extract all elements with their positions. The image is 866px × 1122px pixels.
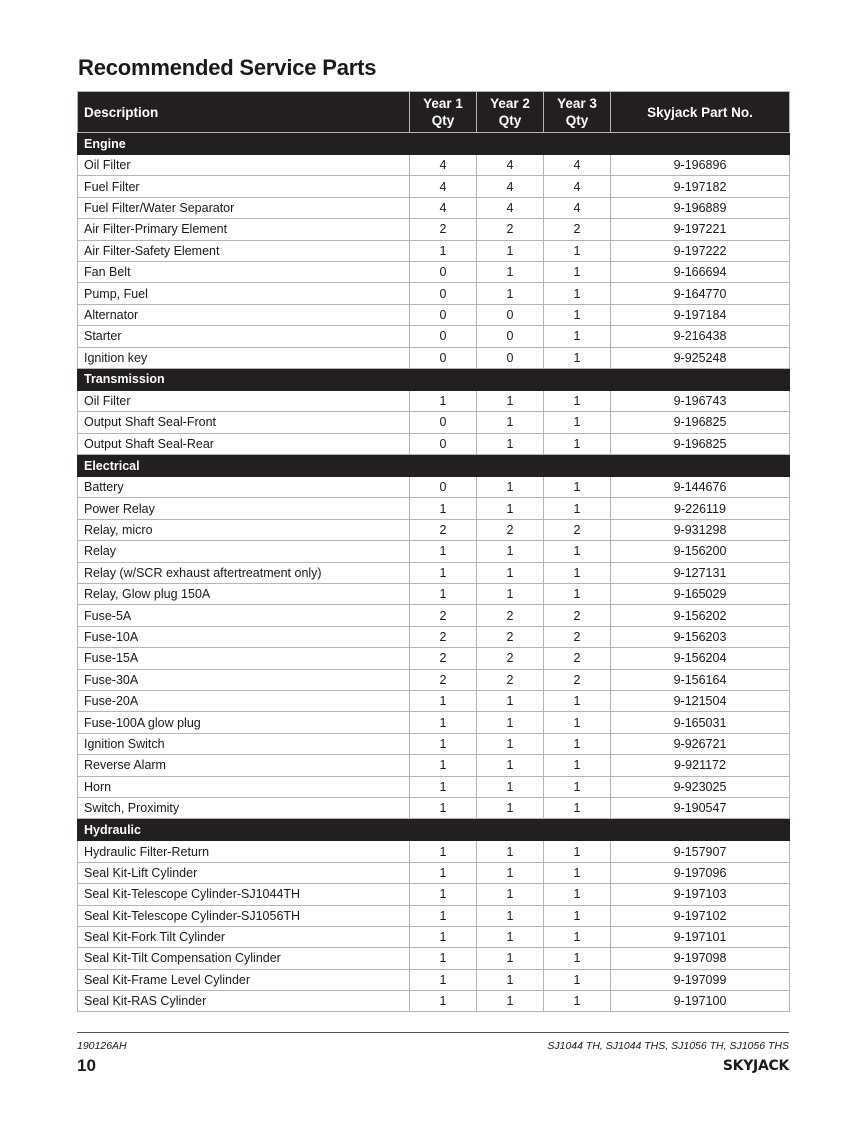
part-number: 9-216438 (611, 326, 790, 347)
year2-qty: 1 (477, 261, 544, 282)
table-row (78, 219, 790, 240)
part-number: 9-196889 (611, 197, 790, 218)
year3-qty: 2 (544, 519, 611, 540)
year1-qty: 2 (410, 648, 477, 669)
part-number: 9-156200 (611, 541, 790, 562)
year1-qty: 2 (410, 519, 477, 540)
year3-qty: 2 (544, 219, 611, 240)
year3-qty: 1 (544, 347, 611, 368)
table-row (78, 648, 790, 669)
part-number: 9-197222 (611, 240, 790, 261)
table-row (78, 712, 790, 733)
part-number: 9-925248 (611, 347, 790, 368)
year1-qty: 1 (410, 690, 477, 711)
part-description: Fuse-100A glow plug (78, 712, 410, 733)
year3-qty: 2 (544, 626, 611, 647)
year1-qty: 1 (410, 733, 477, 754)
year3-qty: 1 (544, 326, 611, 347)
year1-qty: 2 (410, 626, 477, 647)
year3-qty: 2 (544, 605, 611, 626)
header-description: Description (78, 92, 410, 133)
year2-qty: 4 (477, 155, 544, 176)
part-number: 9-164770 (611, 283, 790, 304)
year2-qty: 4 (477, 197, 544, 218)
year2-qty: 2 (477, 648, 544, 669)
year2-qty: 2 (477, 519, 544, 540)
part-description: Seal Kit-RAS Cylinder (78, 991, 410, 1012)
year1-qty: 0 (410, 412, 477, 433)
table-row (78, 477, 790, 498)
part-description: Fuse-5A (78, 605, 410, 626)
part-description: Fuse-30A (78, 669, 410, 690)
section-title: Hydraulic (78, 819, 790, 841)
part-description: Relay (w/SCR exhaust aftertreatment only) (78, 562, 410, 583)
year3-qty: 1 (544, 776, 611, 797)
table-row (78, 948, 790, 969)
part-description: Seal Kit-Fork Tilt Cylinder (78, 926, 410, 947)
part-description: Seal Kit-Lift Cylinder (78, 862, 410, 883)
part-number: 9-121504 (611, 690, 790, 711)
part-number: 9-926721 (611, 733, 790, 754)
part-number: 9-156204 (611, 648, 790, 669)
table-row (78, 776, 790, 797)
part-number: 9-197102 (611, 905, 790, 926)
year1-qty: 0 (410, 477, 477, 498)
year3-qty: 1 (544, 797, 611, 818)
table-row (78, 884, 790, 905)
part-number: 9-931298 (611, 519, 790, 540)
table-header (78, 92, 790, 133)
header-year1: Year 1 Qty (410, 92, 477, 133)
year2-qty: 1 (477, 541, 544, 562)
table-row (78, 541, 790, 562)
year3-qty: 1 (544, 733, 611, 754)
year1-qty: 2 (410, 605, 477, 626)
year2-qty: 1 (477, 412, 544, 433)
year2-qty: 1 (477, 884, 544, 905)
year1-qty: 1 (410, 991, 477, 1012)
year3-qty: 1 (544, 304, 611, 325)
year1-qty: 0 (410, 347, 477, 368)
table-row (78, 669, 790, 690)
table-row (78, 412, 790, 433)
year3-qty: 4 (544, 197, 611, 218)
year2-qty: 1 (477, 841, 544, 862)
year3-qty: 4 (544, 176, 611, 197)
part-number: 9-197098 (611, 948, 790, 969)
section-header-row (78, 368, 790, 390)
year1-qty: 1 (410, 841, 477, 862)
year1-qty: 0 (410, 433, 477, 454)
part-description: Fuel Filter/Water Separator (78, 197, 410, 218)
header-year3: Year 3 Qty (544, 92, 611, 133)
part-description: Battery (78, 477, 410, 498)
part-description: Hydraulic Filter-Return (78, 841, 410, 862)
part-description: Ignition key (78, 347, 410, 368)
part-number: 9-197184 (611, 304, 790, 325)
part-number: 9-197100 (611, 991, 790, 1012)
table-row (78, 733, 790, 754)
part-description: Pump, Fuel (78, 283, 410, 304)
table-row (78, 926, 790, 947)
part-description: Relay, micro (78, 519, 410, 540)
part-number: 9-197221 (611, 219, 790, 240)
part-description: Power Relay (78, 498, 410, 519)
year1-qty: 0 (410, 304, 477, 325)
table-row (78, 755, 790, 776)
table-row (78, 176, 790, 197)
part-number: 9-921172 (611, 755, 790, 776)
year2-qty: 1 (477, 991, 544, 1012)
table-row (78, 605, 790, 626)
part-description: Fan Belt (78, 261, 410, 282)
footer-divider (77, 1032, 789, 1033)
year2-qty: 2 (477, 669, 544, 690)
year2-qty: 1 (477, 283, 544, 304)
year1-qty: 1 (410, 541, 477, 562)
year3-qty: 1 (544, 690, 611, 711)
year2-qty: 1 (477, 240, 544, 261)
table-row (78, 390, 790, 411)
table-row (78, 797, 790, 818)
table-row (78, 584, 790, 605)
year2-qty: 0 (477, 347, 544, 368)
year3-qty: 1 (544, 498, 611, 519)
part-number: 9-127131 (611, 562, 790, 583)
section-title: Transmission (78, 368, 790, 390)
year3-qty: 1 (544, 712, 611, 733)
part-description: Air Filter-Primary Element (78, 219, 410, 240)
part-number: 9-157907 (611, 841, 790, 862)
part-description: Fuel Filter (78, 176, 410, 197)
page-number: 10 (77, 1056, 96, 1075)
part-description: Oil Filter (78, 155, 410, 176)
year3-qty: 1 (544, 283, 611, 304)
part-description: Relay (78, 541, 410, 562)
year1-qty: 1 (410, 862, 477, 883)
year3-qty: 1 (544, 926, 611, 947)
year1-qty: 4 (410, 176, 477, 197)
year1-qty: 4 (410, 155, 477, 176)
year3-qty: 1 (544, 412, 611, 433)
part-description: Seal Kit-Telescope Cylinder-SJ1044TH (78, 884, 410, 905)
table-row (78, 991, 790, 1012)
year1-qty: 1 (410, 926, 477, 947)
part-number: 9-197096 (611, 862, 790, 883)
year2-qty: 1 (477, 797, 544, 818)
year2-qty: 1 (477, 862, 544, 883)
part-description: Fuse-10A (78, 626, 410, 647)
year2-qty: 1 (477, 969, 544, 990)
year2-qty: 1 (477, 584, 544, 605)
table-row (78, 841, 790, 862)
table-row (78, 626, 790, 647)
part-description: Horn (78, 776, 410, 797)
table-row (78, 240, 790, 261)
table-row (78, 347, 790, 368)
year1-qty: 1 (410, 755, 477, 776)
part-number: 9-923025 (611, 776, 790, 797)
part-description: Fuse-20A (78, 690, 410, 711)
year2-qty: 1 (477, 690, 544, 711)
year3-qty: 1 (544, 969, 611, 990)
part-description: Seal Kit-Tilt Compensation Cylinder (78, 948, 410, 969)
year1-qty: 1 (410, 797, 477, 818)
year1-qty: 1 (410, 712, 477, 733)
year1-qty: 1 (410, 884, 477, 905)
year2-qty: 1 (477, 433, 544, 454)
section-header-row (78, 455, 790, 477)
part-number: 9-196743 (611, 390, 790, 411)
year2-qty: 1 (477, 905, 544, 926)
section-title: Engine (78, 133, 790, 155)
table-row (78, 261, 790, 282)
part-description: Oil Filter (78, 390, 410, 411)
part-number: 9-196825 (611, 433, 790, 454)
part-description: Reverse Alarm (78, 755, 410, 776)
model-list: SJ1044 TH, SJ1044 THS, SJ1056 TH, SJ1056 THS (547, 1040, 789, 1052)
table-row (78, 155, 790, 176)
part-number: 9-197103 (611, 884, 790, 905)
year1-qty: 0 (410, 283, 477, 304)
part-number: 9-165031 (611, 712, 790, 733)
year1-qty: 1 (410, 584, 477, 605)
table-row (78, 197, 790, 218)
year1-qty: 1 (410, 562, 477, 583)
part-number: 9-197101 (611, 926, 790, 947)
year1-qty: 1 (410, 969, 477, 990)
year1-qty: 4 (410, 197, 477, 218)
table-row (78, 862, 790, 883)
year3-qty: 1 (544, 991, 611, 1012)
document-code: 190126AH (77, 1040, 127, 1052)
year3-qty: 4 (544, 155, 611, 176)
part-number: 9-197182 (611, 176, 790, 197)
year3-qty: 1 (544, 390, 611, 411)
part-number: 9-197099 (611, 969, 790, 990)
year2-qty: 1 (477, 712, 544, 733)
year3-qty: 1 (544, 240, 611, 261)
table-row (78, 905, 790, 926)
part-description: Alternator (78, 304, 410, 325)
year2-qty: 2 (477, 605, 544, 626)
part-number: 9-156202 (611, 605, 790, 626)
year1-qty: 0 (410, 326, 477, 347)
year2-qty: 0 (477, 326, 544, 347)
year1-qty: 1 (410, 390, 477, 411)
section-title: Electrical (78, 455, 790, 477)
part-description: Fuse-15A (78, 648, 410, 669)
part-description: Relay, Glow plug 150A (78, 584, 410, 605)
year2-qty: 0 (477, 304, 544, 325)
year1-qty: 1 (410, 240, 477, 261)
part-description: Starter (78, 326, 410, 347)
year3-qty: 1 (544, 584, 611, 605)
table-row (78, 304, 790, 325)
part-number: 9-196825 (611, 412, 790, 433)
part-description: Seal Kit-Frame Level Cylinder (78, 969, 410, 990)
year2-qty: 1 (477, 948, 544, 969)
year3-qty: 2 (544, 669, 611, 690)
section-header-row (78, 819, 790, 841)
year3-qty: 1 (544, 755, 611, 776)
part-number: 9-190547 (611, 797, 790, 818)
year3-qty: 1 (544, 884, 611, 905)
year3-qty: 1 (544, 948, 611, 969)
page-title: Recommended Service Parts (78, 55, 377, 80)
year2-qty: 1 (477, 776, 544, 797)
table-body (78, 133, 790, 1012)
part-number: 9-156203 (611, 626, 790, 647)
header-part-no: Skyjack Part No. (611, 92, 790, 133)
table-row (78, 498, 790, 519)
year2-qty: 4 (477, 176, 544, 197)
year2-qty: 1 (477, 926, 544, 947)
year1-qty: 2 (410, 219, 477, 240)
year1-qty: 1 (410, 905, 477, 926)
part-description: Ignition Switch (78, 733, 410, 754)
year3-qty: 1 (544, 541, 611, 562)
part-number: 9-196896 (611, 155, 790, 176)
year3-qty: 1 (544, 862, 611, 883)
part-description: Air Filter-Safety Element (78, 240, 410, 261)
year2-qty: 1 (477, 755, 544, 776)
table-row (78, 690, 790, 711)
year2-qty: 1 (477, 390, 544, 411)
service-parts-table (77, 91, 790, 1012)
table-row (78, 969, 790, 990)
part-description: Output Shaft Seal-Rear (78, 433, 410, 454)
part-number: 9-166694 (611, 261, 790, 282)
year2-qty: 1 (477, 733, 544, 754)
year3-qty: 1 (544, 261, 611, 282)
part-description: Switch, Proximity (78, 797, 410, 818)
year3-qty: 2 (544, 648, 611, 669)
part-number: 9-144676 (611, 477, 790, 498)
year3-qty: 1 (544, 562, 611, 583)
year3-qty: 1 (544, 433, 611, 454)
part-description: Output Shaft Seal-Front (78, 412, 410, 433)
year1-qty: 0 (410, 261, 477, 282)
year2-qty: 2 (477, 219, 544, 240)
section-header-row (78, 133, 790, 155)
header-year2: Year 2 Qty (477, 92, 544, 133)
table-row (78, 519, 790, 540)
year3-qty: 1 (544, 905, 611, 926)
year2-qty: 1 (477, 477, 544, 498)
year3-qty: 1 (544, 477, 611, 498)
year2-qty: 1 (477, 562, 544, 583)
part-number: 9-165029 (611, 584, 790, 605)
year2-qty: 2 (477, 626, 544, 647)
table-row (78, 433, 790, 454)
table-row (78, 562, 790, 583)
year1-qty: 1 (410, 498, 477, 519)
year3-qty: 1 (544, 841, 611, 862)
skyjack-logo: SKYJACK (722, 1058, 789, 1074)
table-row (78, 283, 790, 304)
table-row (78, 326, 790, 347)
year1-qty: 2 (410, 669, 477, 690)
year2-qty: 1 (477, 498, 544, 519)
year1-qty: 1 (410, 948, 477, 969)
year1-qty: 1 (410, 776, 477, 797)
part-number: 9-156164 (611, 669, 790, 690)
part-number: 9-226119 (611, 498, 790, 519)
part-description: Seal Kit-Telescope Cylinder-SJ1056TH (78, 905, 410, 926)
